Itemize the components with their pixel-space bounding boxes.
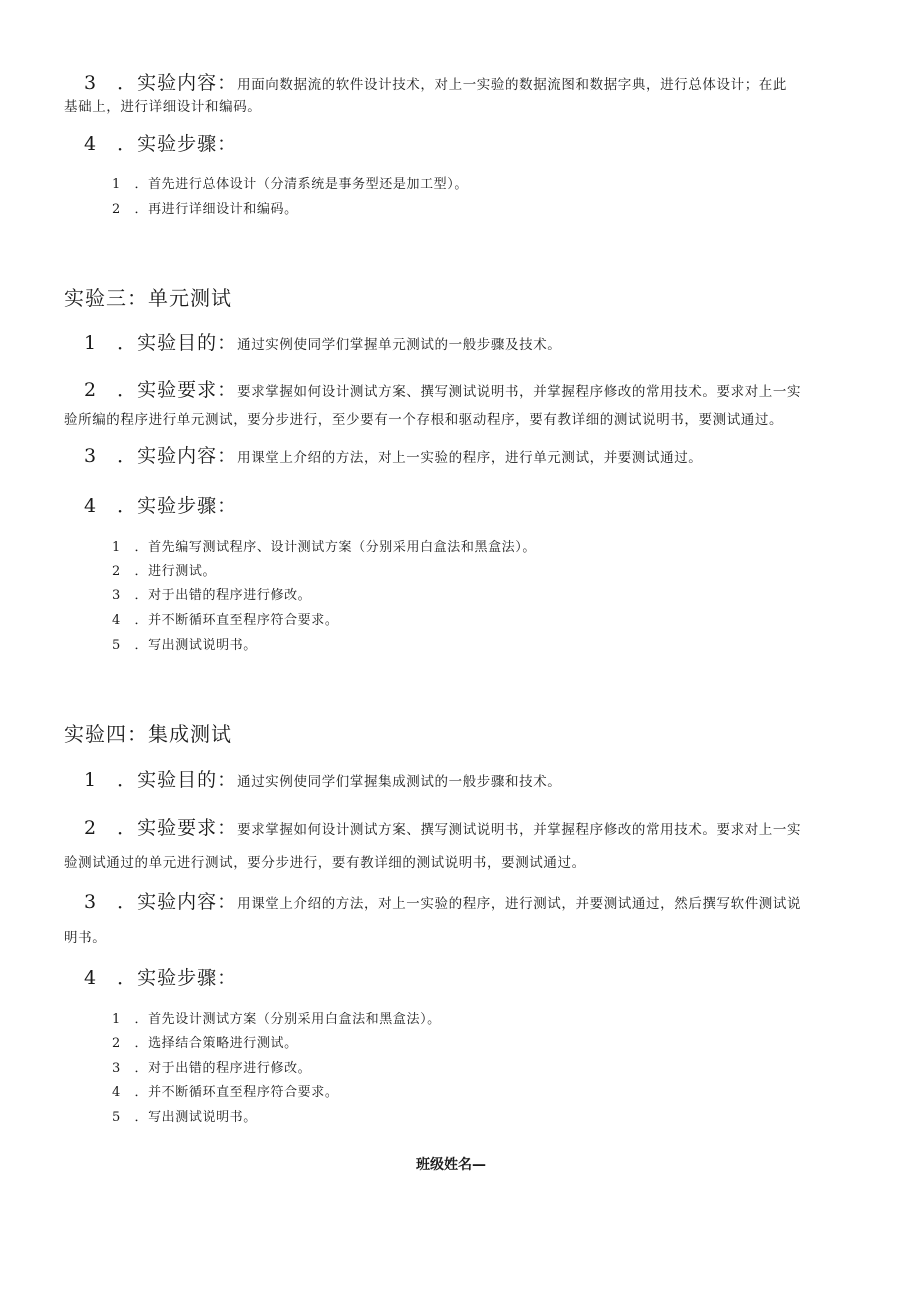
exp4-requirement-heading: 2 ．实验要求： — [84, 817, 238, 839]
exp4-step-5: 5 ．写出测试说明书。 — [112, 1110, 257, 1125]
prev-content-text: 用面向数据流的软件设计技术，对上一实验的数据流图和数据字典，进行总体设计；在此 — [237, 77, 787, 93]
exp4-content-text: 用课堂上介绍的方法，对上一实验的程序，进行测试，并要测试通过，然后撰写软件测试说 — [237, 896, 802, 912]
exp3-purpose-text: 通过实例使同学们掌握单元测试的一般步骤及技术。 — [237, 337, 562, 353]
exp3-step-4: 4 ．并不断循环直至程序符合要求。 — [112, 613, 339, 628]
exp4-purpose-text: 通过实例使同学们掌握集成测试的一般步骤和技术。 — [237, 774, 562, 790]
exp3-step-5: 5 ．写出测试说明书。 — [112, 638, 257, 653]
prev-step-2: 2 ．再进行详细设计和编码。 — [112, 202, 298, 217]
exp3-requirement-text-line2: 验所编的程序进行单元测试，要分步进行，至少要有一个存根和驱动程序，要有教详细的测试说明书，要测试通过。 — [64, 412, 784, 428]
exp4-content-heading: 3 ．实验内容： — [84, 891, 238, 913]
exp4-title: 实验四：集成测试 — [64, 722, 232, 746]
prev-content-text-line2: 基础上，进行详细设计和编码。 — [64, 99, 262, 115]
exp4-step-2: 2 ．选择结合策略进行测试。 — [112, 1036, 298, 1051]
prev-steps-heading: 4 ．实验步骤： — [84, 133, 238, 155]
exp4-step-4: 4 ．并不断循环直至程序符合要求。 — [112, 1085, 339, 1100]
exp3-requirement-heading: 2 ．实验要求： — [84, 379, 238, 401]
exp3-step-2: 2 ．进行测试。 — [112, 564, 217, 579]
exp3-content — [84, 441, 702, 468]
exp4-purpose-heading: 1 ．实验目的： — [84, 769, 238, 791]
prev-content-line1 — [84, 68, 787, 95]
exp3-content-heading: 3 ．实验内容： — [84, 445, 238, 467]
footer-class-name: 班级姓名— — [416, 1157, 486, 1173]
exp3-requirement-line1 — [84, 375, 801, 402]
exp4-requirement-text-line2: 验测试通过的单元进行测试，要分步进行，要有教详细的测试说明书，要测试通过。 — [64, 855, 586, 871]
exp3-requirement-text: 要求掌握如何设计测试方案、撰写测试说明书，并掌握程序修改的常用技术。要求对上一实 — [237, 384, 802, 400]
prev-step-1: 1 ．首先进行总体设计（分清系统是事务型还是加工型）。 — [112, 177, 468, 192]
exp3-purpose-heading: 1 ．实验目的： — [84, 332, 238, 354]
exp4-purpose — [84, 765, 561, 792]
exp3-title: 实验三：单元测试 — [64, 286, 232, 310]
exp3-steps-heading: 4 ．实验步骤： — [84, 495, 238, 517]
exp4-requirement-text: 要求掌握如何设计测试方案、撰写测试说明书，并掌握程序修改的常用技术。要求对上一实 — [237, 822, 802, 838]
exp3-step-3: 3 ．对于出错的程序进行修改。 — [112, 588, 312, 603]
exp3-content-text: 用课堂上介绍的方法，对上一实验的程序，进行单元测试，并要测试通过。 — [237, 450, 703, 466]
prev-content-heading: 3 ．实验内容： — [84, 72, 238, 94]
exp3-step-1: 1 ．首先编写测试程序、设计测试方案（分别采用白盒法和黑盒法）。 — [112, 540, 536, 555]
exp4-content-text-line2: 明书。 — [64, 930, 107, 946]
exp4-content-line1 — [84, 887, 801, 914]
exp4-step-3: 3 ．对于出错的程序进行修改。 — [112, 1061, 312, 1076]
exp3-purpose — [84, 328, 561, 355]
exp4-steps-heading: 4 ．实验步骤： — [84, 967, 238, 989]
exp4-step-1: 1 ．首先设计测试方案（分别采用白盒法和黑盒法）。 — [112, 1012, 441, 1027]
exp4-requirement-line1 — [84, 813, 801, 840]
